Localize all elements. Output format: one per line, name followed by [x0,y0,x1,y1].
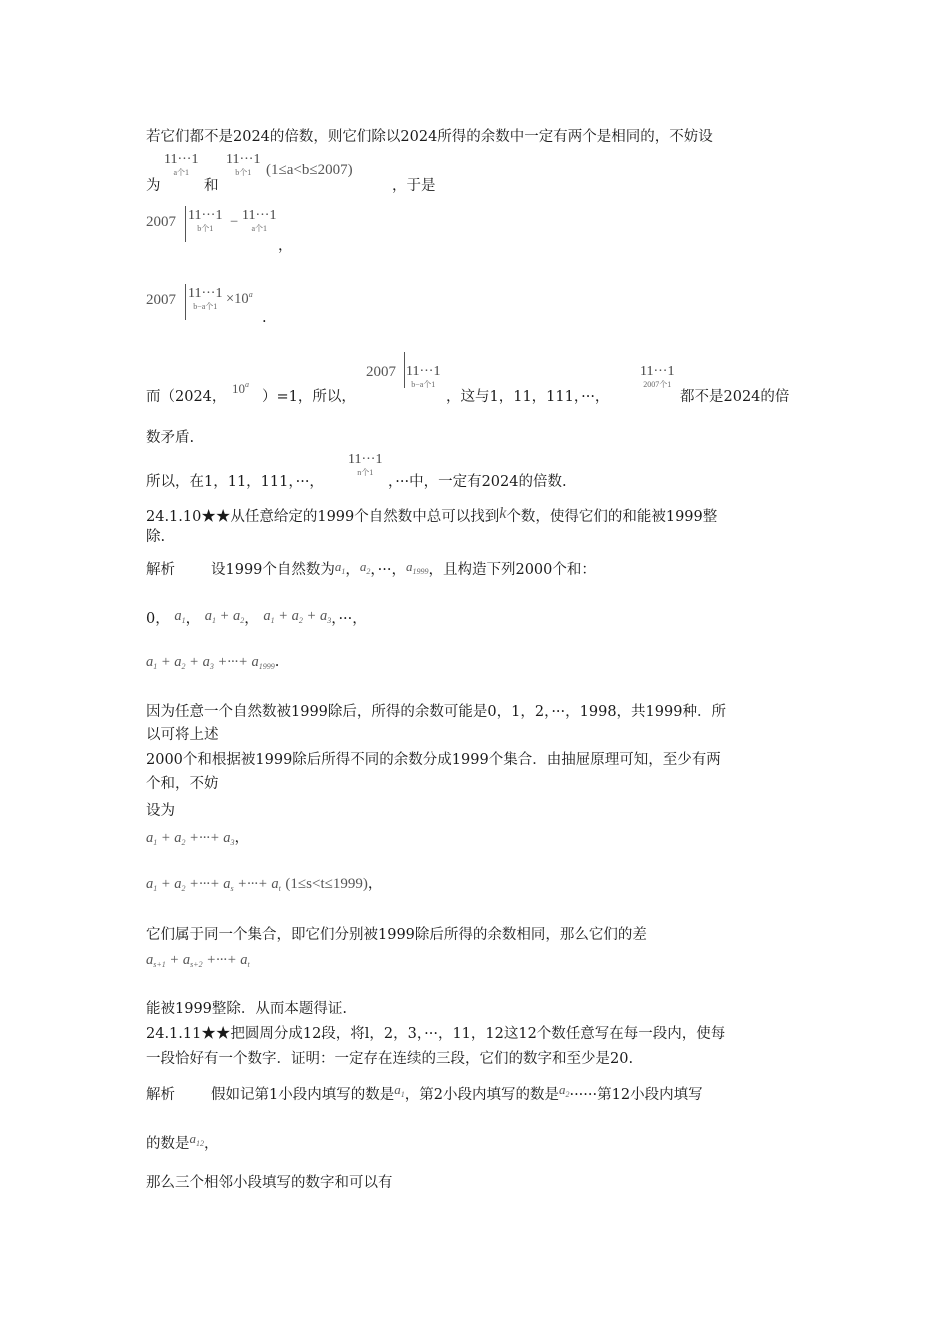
subscript: 2 [240,616,245,625]
plus-sign: + [169,952,180,968]
paragraph-line [146,925,647,945]
ten: 10 [232,381,245,396]
punct: ， [370,562,378,578]
condition: (1≤a<b≤2007) [266,162,353,178]
subscript: 1999 [412,567,429,576]
paragraph-line [146,428,194,448]
text: ）=1，所以， [262,389,356,405]
a: a [174,608,182,624]
a: a [291,608,299,624]
number: 2007 [146,214,176,230]
text: 数矛盾. [146,430,195,446]
text: 那么三个相邻小段填写的数字和可以有 [146,1175,393,1191]
text: ······第12小段内填写 [569,1087,703,1103]
paragraph-line [146,725,219,745]
a: a [240,952,248,968]
dots: +···+ [189,876,220,892]
repunit-b [188,208,222,234]
text: 以可将上述 [146,727,219,743]
term-a2 [559,1082,570,1097]
a: a [394,1082,401,1097]
power-ten [232,380,249,397]
subscript: s+1 [153,960,166,969]
divides-bar [185,206,186,242]
divides-bar [185,284,186,320]
repunit-count: 2007个1 [643,380,672,389]
a: a [405,559,413,574]
a: a [174,830,182,846]
plus-sign: + [219,608,230,624]
punct: ， [278,238,293,254]
term [205,608,245,624]
a: a [263,608,271,624]
term-a1999 [406,559,429,574]
text: ，于是 [392,178,436,194]
paragraph-line [146,750,721,770]
exponent: a [245,380,249,389]
subscript: 2 [366,567,371,576]
problem-heading [146,1024,725,1044]
paragraph-line [146,1049,633,1069]
subscript: 2 [565,1090,570,1099]
a: a [334,559,342,574]
punct: ， [185,611,201,627]
repunit-a [164,152,198,178]
text: 个数，使得它们的和能被1999整 [506,509,718,525]
paragraph-line [146,1173,393,1193]
paragraph-line [146,999,347,1019]
minus-sign: − [230,214,239,230]
a: a [174,876,182,892]
sum-formula [146,828,249,853]
text: ，这与1，11，111，···， [446,389,610,405]
sum-formula [146,874,382,899]
subscript: 2 [298,616,303,625]
solution-line [146,557,596,582]
subscript: s [230,884,234,893]
subscript: 1 [270,616,275,625]
paragraph-line [146,1129,219,1154]
text: 0， [146,611,170,627]
term [146,830,235,846]
repunit-digits: 11···1 [164,152,199,167]
dots: +···+ [206,952,237,968]
text: 能被1999整除．从而本题得证. [146,1001,348,1017]
repunit-count: b−a个1 [193,302,218,311]
subscript: 2 [181,884,186,893]
plus-sign: + [160,654,171,670]
a: a [174,654,182,670]
subscript: s+2 [190,960,203,969]
repunit-digits: 11···1 [188,286,223,301]
a: a [223,830,231,846]
term [174,608,185,624]
punct: ， [391,562,406,578]
text: ，且构造下列2000个和： [428,562,596,578]
subscript: 1 [153,838,158,847]
punct: . [274,654,280,670]
paragraph-line [146,527,165,547]
repunit-a [242,208,276,234]
term [146,876,281,892]
divides-bar [404,352,405,388]
ellipsis: ··· [377,562,392,578]
solution-line [146,1080,703,1105]
dots: +···+ [237,876,268,892]
sum-formula [146,652,279,677]
term [263,608,331,624]
repunit-digits: 11···1 [640,364,675,379]
subscript: 3 [327,616,332,625]
paragraph-line [146,702,726,722]
subscript: 2 [181,838,186,847]
term-a12 [190,1131,205,1146]
a: a [146,654,154,670]
repunit-count: b个1 [235,168,252,177]
text: ，第2小段内填写的数是 [404,1087,559,1103]
plus-sign: + [189,654,199,670]
repunit-count: b−a个1 [411,380,436,389]
text: 若它们都不是2024的倍数，则它们除以2024所得的余数中一定有两个是相同的，不妨设 [146,129,713,145]
repunit-2007 [640,364,674,390]
subscript: t [247,960,250,969]
text: 而（2024， [146,389,227,405]
formula-line [146,452,646,492]
a: a [204,608,212,624]
subscript: 1999 [258,662,275,671]
subscript: t [278,884,281,893]
formula-line [146,352,816,412]
term-a1 [394,1082,405,1097]
subscript: 1 [153,884,158,893]
text: 个和，不妨 [146,776,219,792]
condition: (1≤s<t≤1999) [285,876,368,892]
text: 设为 [146,803,175,819]
text: 24.1.10★★从任意给定的1999个自然数中总可以找到 [146,509,500,525]
a: a [359,559,367,574]
repunit-count: n个1 [357,468,374,477]
text: 一段恰好有一个数字．证明：一定存在连续的三段，它们的数字和至少是20. [146,1051,634,1067]
a: a [223,876,231,892]
term [146,654,275,670]
text: 假如记第1小段内填写的数是 [211,1087,395,1103]
repunit-digits: 11···1 [242,208,277,223]
a: a [319,608,328,624]
subscript: 1 [341,567,346,576]
text: 它们属于同一个集合，即它们分别被1999除后所得的余数相同，那么它们的差 [146,927,647,943]
text: 都不是2024的倍 [680,389,790,405]
variable-k: k [499,505,507,522]
paragraph-line [146,801,175,821]
plus-sign: + [160,830,171,846]
difference-formula [146,950,250,975]
repunit-digits: 11···1 [348,452,383,467]
subscript: 1 [181,616,186,625]
text: 的数是 [146,1136,190,1152]
sum-sequence [146,606,367,631]
subscript: 12 [196,1139,204,1148]
dots: +···+ [189,830,220,846]
repunit-digits: 11···1 [406,364,441,379]
text: ，···中，一定有2024的倍数. [388,474,567,490]
repunit-ba [406,364,440,390]
a: a [233,608,241,624]
subscript: 2 [181,662,186,671]
repunit-count: b个1 [197,224,214,233]
term-a2 [360,559,371,574]
text: 2000个和根据被1999除后所得不同的余数分成1999个集合．由抽屉原理可知，至少有两 [146,752,721,768]
a: a [271,876,279,892]
text: 除. [146,529,166,545]
term [146,952,250,968]
times-ten: ×10 [226,291,249,307]
a: a [558,1082,566,1097]
punct: ， [244,611,259,627]
a: a [146,876,154,892]
text: 所以，在1，11，111，···， [146,474,324,490]
punct: ， [367,876,383,892]
a: a [251,654,259,670]
plus-sign: + [306,608,317,624]
text: 为 [146,178,161,194]
repunit-count: a个1 [251,224,268,233]
problem-heading [146,504,717,527]
subscript: 3 [230,838,235,847]
a: a [202,654,210,670]
repunit-digits: 11···1 [188,208,223,223]
dots: +···+ [217,654,248,670]
punct: ， [331,611,339,627]
plus-sign: + [278,608,289,624]
solution-label: 解析 [146,1087,175,1103]
repunit-digits: 11···1 [226,152,261,167]
paragraph-line [146,774,219,794]
punct: . [262,310,267,326]
term-a1 [335,559,346,574]
exponent: a [248,290,253,299]
subscript: 1 [153,662,158,671]
times-power [226,290,253,308]
paragraph-line [146,127,713,147]
text: 24.1.11★★把圆周分成12段，将l，2，3，···，11，12这12个数任意写在每一段内，使每 [146,1026,726,1042]
repunit-count: a个1 [173,168,190,177]
number: 2007 [366,364,396,380]
repunit-ba [188,286,222,312]
text: 和 [204,178,219,194]
text: 因为任意一个自然数被1999除后，所得的余数可能是0，1，2，···，1998，共1999种．所 [146,704,726,720]
a: a [182,952,191,968]
punct: ， [234,830,249,846]
punct: ， [345,562,360,578]
text: 设1999个自然数为 [211,562,335,578]
a: a [146,952,154,968]
repunit-n [348,452,382,478]
a: a [146,830,154,846]
number: 2007 [146,292,176,308]
subscript: 3 [209,662,214,671]
a: a [189,1131,196,1146]
subscript: 1 [400,1090,405,1099]
ellipsis: ··· [338,611,353,627]
punct: ， [204,1136,219,1152]
punct: ， [352,611,367,627]
subscript: 1 [211,616,216,625]
plus-sign: + [160,876,171,892]
solution-label: 解析 [146,562,175,578]
repunit-b [226,152,260,178]
